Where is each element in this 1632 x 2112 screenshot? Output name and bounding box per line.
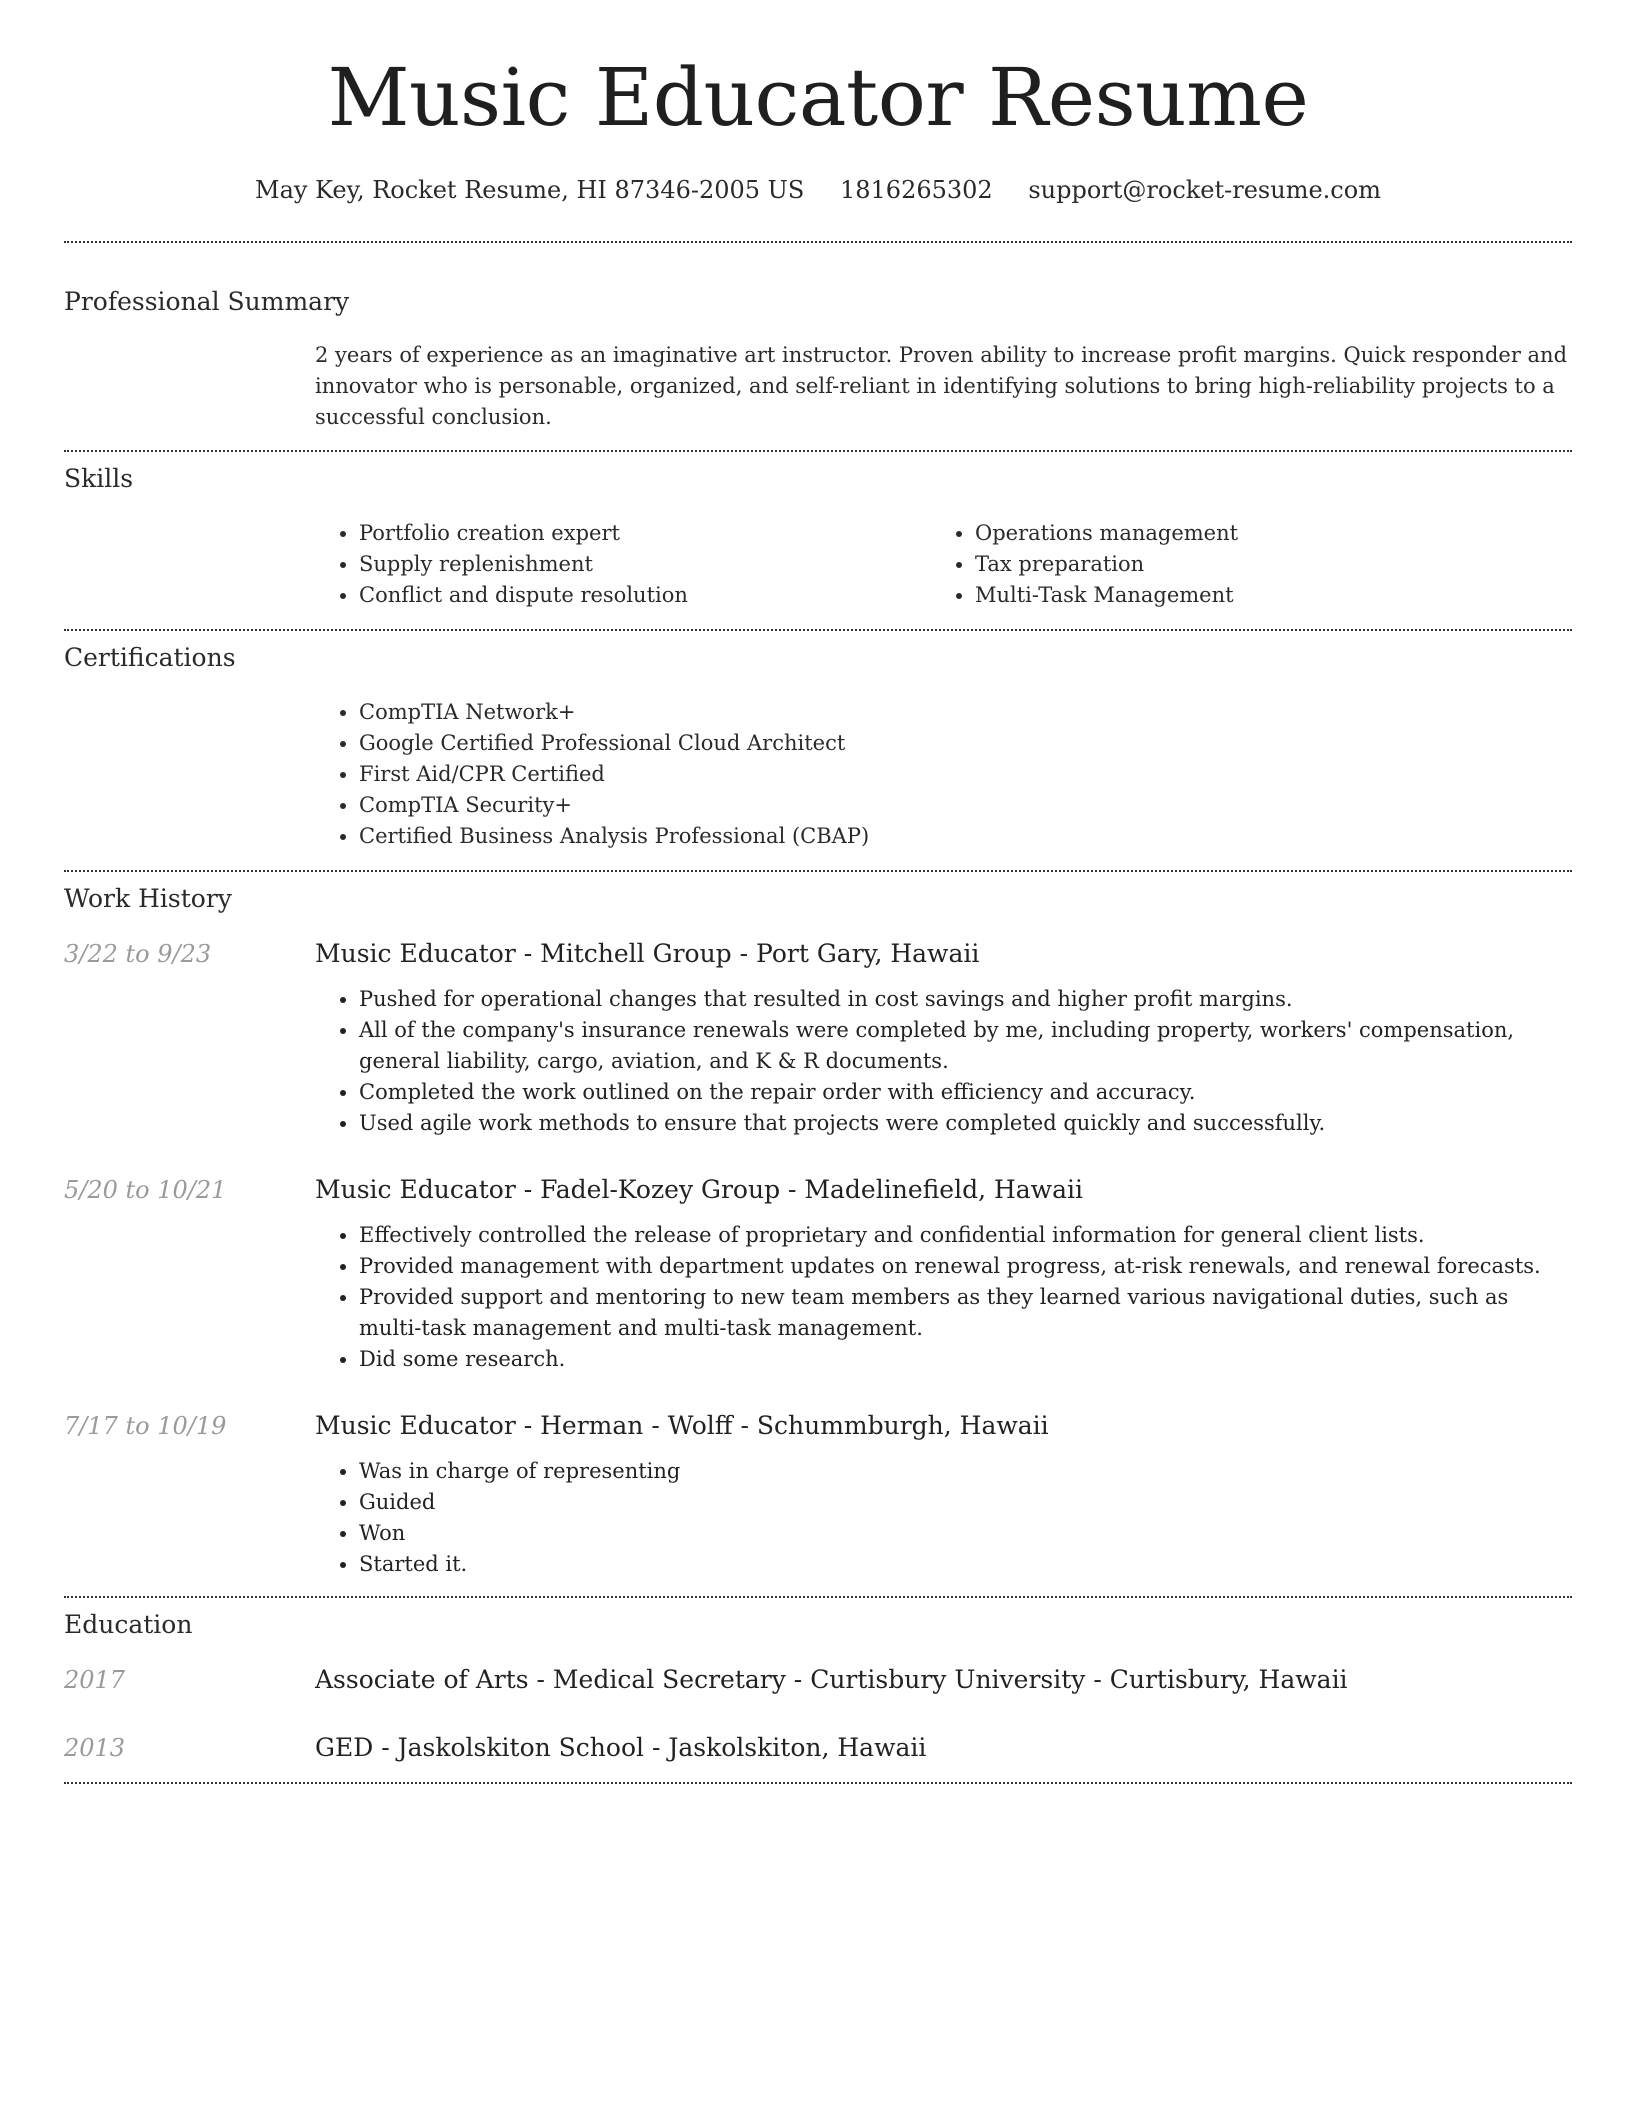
job-title: Music Educator - Mitchell Group - Port Gary, Hawaii bbox=[315, 938, 980, 968]
job-dates: 5/20 to 10/21 bbox=[64, 1175, 227, 1204]
skills-heading: Skills bbox=[64, 463, 134, 493]
list-item: • Effectively controlled the release of proprietary and confidential information for general client lists. bbox=[359, 1220, 1572, 1251]
job-bullets bbox=[315, 984, 1572, 1139]
list-item: • Supply replenishment bbox=[359, 549, 931, 580]
list-item: • Multi-Task Management bbox=[975, 580, 1572, 611]
contact-line bbox=[64, 176, 1572, 205]
list-item: • Conflict and dispute resolution bbox=[359, 580, 931, 611]
work-history-heading: Work History bbox=[64, 883, 232, 913]
list-item: • Did some research. bbox=[359, 1344, 1572, 1375]
job-title: Music Educator - Fadel-Kozey Group - Madelinefield, Hawaii bbox=[315, 1174, 1083, 1204]
list-item: • Completed the work outlined on the repair order with efficiency and accuracy. bbox=[359, 1077, 1572, 1108]
certifications-list bbox=[315, 697, 1572, 852]
skills-column-left bbox=[315, 518, 931, 611]
list-item: • Was in charge of representing bbox=[359, 1456, 1572, 1487]
list-item: • Started it. bbox=[359, 1549, 1572, 1580]
list-item: • Portfolio creation expert bbox=[359, 518, 931, 549]
list-item: • CompTIA Security+ bbox=[359, 790, 1572, 821]
list-item: • Used agile work methods to ensure that projects were completed quickly and successfully. bbox=[359, 1108, 1572, 1139]
list-item: • Tax preparation bbox=[975, 549, 1572, 580]
education-title: Associate of Arts - Medical Secretary - Curtisbury University - Curtisbury, Hawaii bbox=[315, 1664, 1348, 1694]
education-year: 2017 bbox=[64, 1665, 126, 1694]
summary-text: 2 years of experience as an imaginative art instructor. Proven ability to increase profit margins. Quick responder and innovator who is personable, organized, and self-reliant in identifying solutions to bring high-reliability projects to a successful conclusion. bbox=[315, 342, 1568, 429]
resume-page bbox=[64, 0, 1572, 1784]
education-title: GED - Jaskolskiton School - Jaskolskiton, Hawaii bbox=[315, 1732, 927, 1762]
certifications-heading: Certifications bbox=[64, 642, 236, 672]
education-entry bbox=[64, 1732, 1572, 1764]
list-item: • Operations management bbox=[975, 518, 1572, 549]
list-item: • Provided support and mentoring to new team members as they learned various navigational duties, such as multi-task management and multi-task management. bbox=[359, 1282, 1572, 1344]
divider bbox=[64, 241, 1572, 243]
contact-phone: 1816265302 bbox=[839, 176, 993, 204]
list-item: • Google Certified Professional Cloud Architect bbox=[359, 728, 1572, 759]
job-entry bbox=[64, 938, 1572, 1139]
job-title: Music Educator - Herman - Wolff - Schummburgh, Hawaii bbox=[315, 1410, 1049, 1440]
contact-email: support@rocket-resume.com bbox=[1028, 176, 1381, 204]
job-dates: 7/17 to 10/19 bbox=[64, 1411, 227, 1440]
job-bullets bbox=[315, 1456, 1572, 1580]
job-entry bbox=[64, 1174, 1572, 1375]
list-item: • Provided management with department updates on renewal progress, at-risk renewals, and renewal forecasts. bbox=[359, 1251, 1572, 1282]
skills-column-right bbox=[931, 518, 1572, 611]
summary-heading: Professional Summary bbox=[64, 286, 350, 316]
education-entry bbox=[64, 1664, 1572, 1696]
job-dates: 3/22 to 9/23 bbox=[64, 939, 212, 968]
job-bullets bbox=[315, 1220, 1572, 1375]
divider bbox=[64, 629, 1572, 631]
skills-list bbox=[315, 518, 1572, 611]
contact-address: May Key, Rocket Resume, HI 87346-2005 US bbox=[255, 176, 805, 204]
divider bbox=[64, 870, 1572, 872]
job-entry bbox=[64, 1410, 1572, 1580]
education-heading: Education bbox=[64, 1609, 193, 1639]
list-item: • Pushed for operational changes that resulted in cost savings and higher profit margins. bbox=[359, 984, 1572, 1015]
list-item: • Certified Business Analysis Professional (CBAP) bbox=[359, 821, 1572, 852]
page-title: Music Educator Resume bbox=[327, 51, 1309, 144]
list-item: • All of the company's insurance renewals were completed by me, including property, workers' compensation, general liability, cargo, aviation, and K & R documents. bbox=[359, 1015, 1572, 1077]
divider bbox=[64, 1596, 1572, 1598]
divider bbox=[64, 1782, 1572, 1784]
list-item: • Won bbox=[359, 1518, 1572, 1549]
list-item: • Guided bbox=[359, 1487, 1572, 1518]
divider bbox=[64, 450, 1572, 452]
list-item: • CompTIA Network+ bbox=[359, 697, 1572, 728]
list-item: • First Aid/CPR Certified bbox=[359, 759, 1572, 790]
education-year: 2013 bbox=[64, 1733, 126, 1762]
